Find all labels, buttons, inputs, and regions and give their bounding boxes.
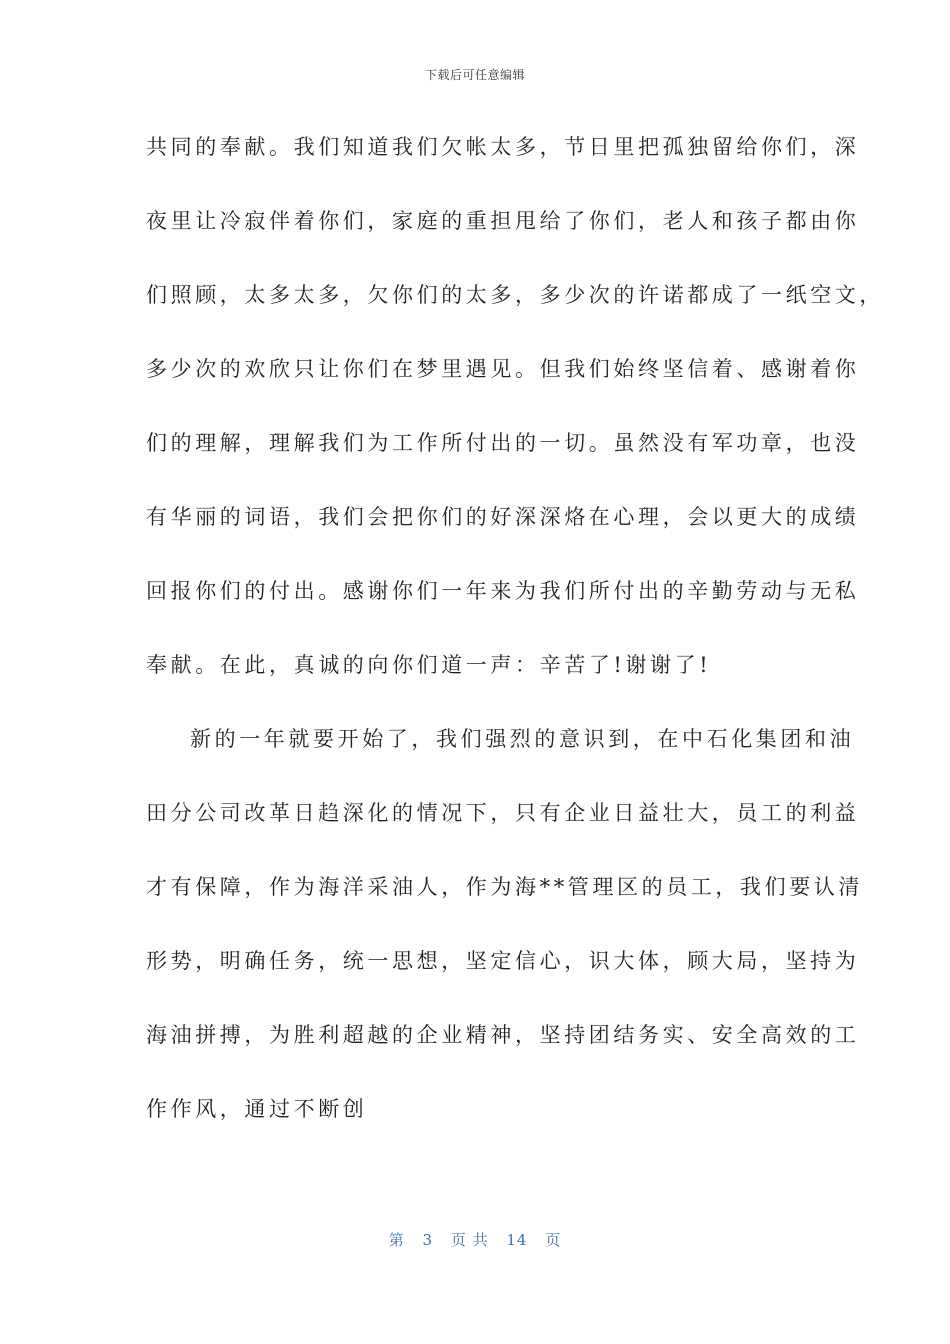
text-line: 海油拼搏，为胜利超越的企业精神，坚持团结务实、安全高效的工 — [146, 1023, 860, 1047]
current-page-number: 3 — [422, 1231, 434, 1249]
text-line: 才有保障，作为海洋采油人，作为海**管理区的员工，我们要认清 — [146, 875, 863, 899]
text-line: 田分公司改革日趋深化的情况下，只有企业日益壮大，员工的利益 — [146, 801, 860, 825]
text-line: 形势，明确任务，统一思想，坚定信心，识大体，顾大局，坚持为 — [146, 949, 860, 973]
text-line: 们的理解，理解我们为工作所付出的一切。虽然没有军功章，也没 — [146, 431, 860, 455]
text-line: 夜里让冷寂伴着你们，家庭的重担甩给了你们，老人和孩子都由你 — [146, 209, 860, 233]
text-line: 多少次的欢欣只让你们在梦里遇见。但我们始终坚信着、感谢着你 — [146, 357, 860, 381]
footer-middle: 页 共 — [450, 1231, 489, 1249]
text-line: 奉献。在此，真诚的向你们道一声：辛苦了!谢谢了! — [146, 653, 712, 677]
total-page-count: 14 — [506, 1231, 528, 1249]
page-header: 下载后可任意编辑 — [424, 68, 525, 82]
text-line: 回报你们的付出。感谢你们一年来为我们所付出的辛勤劳动与无私 — [146, 579, 860, 603]
text-line: 新的一年就要开始了，我们强烈的意识到，在中石化集团和油 — [190, 727, 855, 751]
document-body — [146, 127, 884, 1163]
paragraph-2 — [146, 719, 863, 1163]
text-line: 共同的奉献。我们知道我们欠帐太多，节日里把孤独留给你们，深 — [146, 135, 860, 159]
footer-prefix: 第 — [388, 1231, 405, 1249]
text-line: 作作风，通过不断创 — [146, 1097, 368, 1121]
footer-suffix: 页 — [545, 1231, 562, 1249]
paragraph-1 — [146, 127, 884, 719]
page-footer — [0, 1229, 950, 1250]
text-line: 们照顾，太多太多，欠你们的太多，多少次的许诺都成了一纸空文， — [146, 283, 884, 307]
text-line: 有华丽的词语，我们会把你们的好深深烙在心理，会以更大的成绩 — [146, 505, 860, 529]
